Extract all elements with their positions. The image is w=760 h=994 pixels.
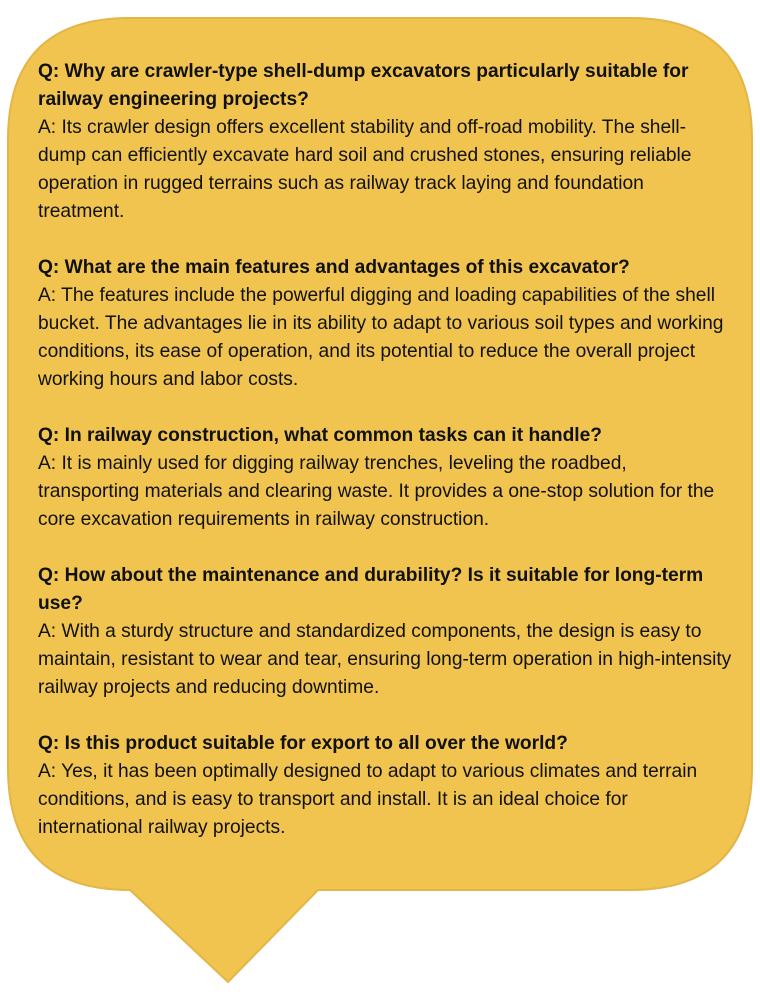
faq-item xyxy=(38,58,732,226)
faq-item xyxy=(38,562,732,702)
faq-answer: A: Yes, it has been optimally designed to adapt to various climates and terrain conditions, and is easy to transport and install. It is an ideal choice for international railway projects. xyxy=(38,761,698,838)
faq-question: Q: Is this product suitable for export to all over the world? xyxy=(38,733,568,754)
faq-answer: A: It is mainly used for digging railway trenches, leveling the roadbed, transporting materials and clearing waste. It provides a one-stop solution for the core excavation requirements in railway construction. xyxy=(38,453,715,530)
faq-list xyxy=(38,58,732,870)
faq-question: Q: What are the main features and advantages of this excavator? xyxy=(38,257,630,278)
faq-item xyxy=(38,254,732,394)
faq-answer: A: Its crawler design offers excellent stability and off-road mobility. The shell-dump can efficiently excavate hard soil and crushed stones, ensuring reliable operation in rugged terrains such as railway track laying and foundation treatment. xyxy=(38,117,692,222)
faq-item xyxy=(38,422,732,534)
faq-item xyxy=(38,730,732,842)
faq-answer: A: The features include the powerful digging and loading capabilities of the shell bucket. The advantages lie in its ability to adapt to various soil types and working conditions, its ease of operation, and its potential to reduce the overall project working hours and labor costs. xyxy=(38,285,724,390)
faq-question: Q: In railway construction, what common tasks can it handle? xyxy=(38,425,603,446)
faq-question: Q: Why are crawler-type shell-dump excavators particularly suitable for railway engineering projects? xyxy=(38,61,689,110)
faq-question: Q: How about the maintenance and durability? Is it suitable for long-term use? xyxy=(38,565,704,614)
faq-answer: A: With a sturdy structure and standardized components, the design is easy to maintain, resistant to wear and tear, ensuring long-term operation in high-intensity railway projects and reducing downtime. xyxy=(38,621,732,698)
